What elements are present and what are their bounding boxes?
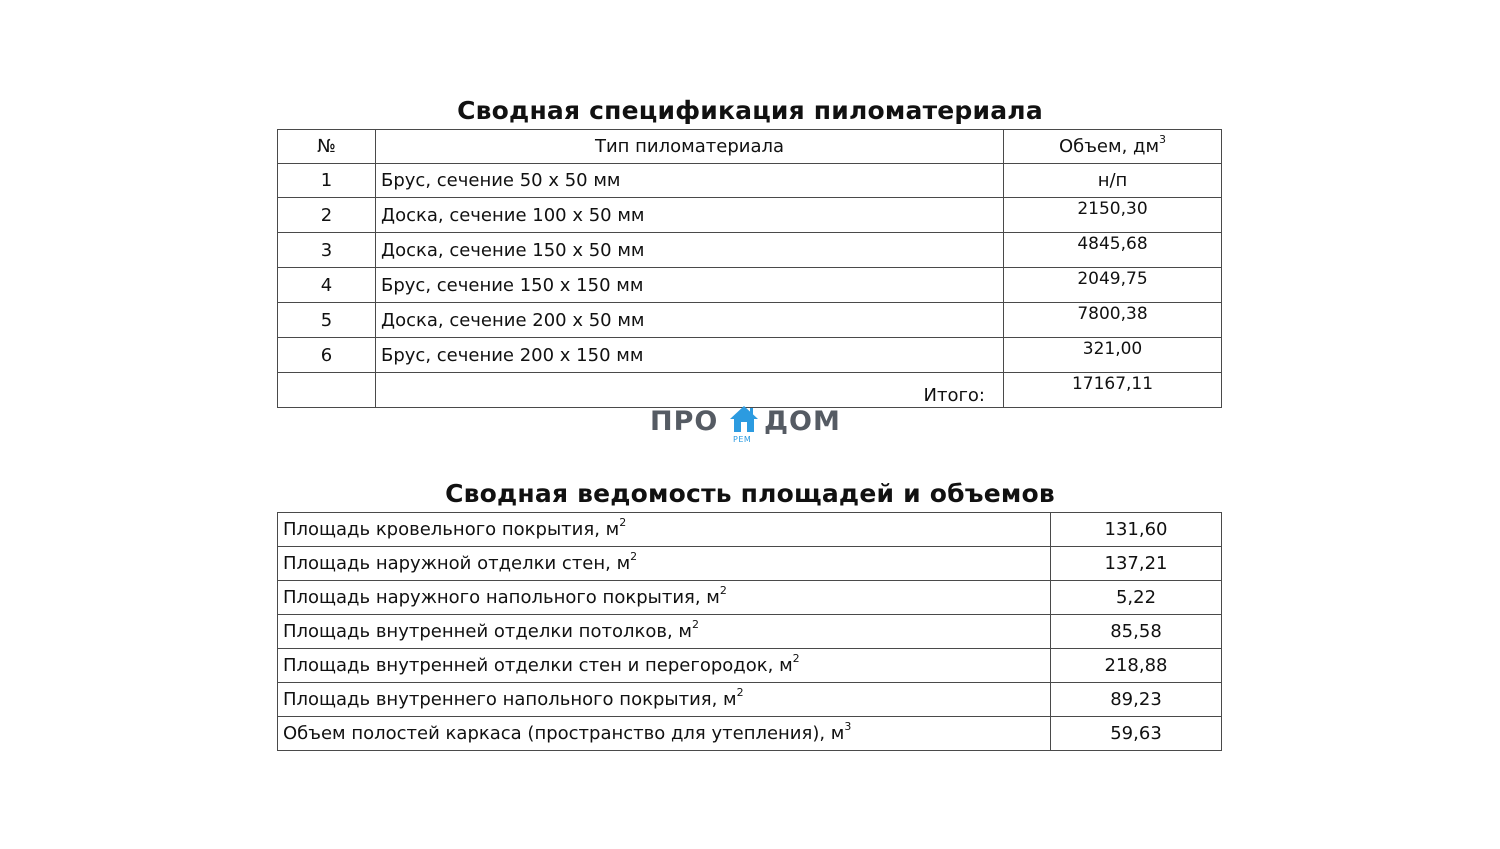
row-label-text: Площадь внутренней отделки стен и перегородок, м — [283, 655, 793, 676]
total-label: Итого: — [376, 373, 1004, 408]
row-value: 218,88 — [1051, 649, 1222, 683]
row-unit-power: 2 — [792, 652, 800, 665]
table-row — [278, 581, 1222, 615]
row-label-text: Площадь внутренней отделки потолков, м — [283, 621, 692, 642]
areas-title: Сводная ведомость площадей и объемов — [445, 479, 1055, 508]
table-row — [278, 615, 1222, 649]
row-label — [278, 581, 1051, 615]
row-value: 89,23 — [1051, 683, 1222, 717]
total-value: 17167,11 — [1004, 373, 1222, 408]
row-label — [278, 683, 1051, 717]
row-volume: 4845,68 — [1004, 233, 1222, 268]
row-label-text: Площадь наружного напольного покрытия, м — [283, 587, 720, 608]
row-label-text: Площадь внутреннего напольного покрытия, м — [283, 689, 737, 710]
row-type: Доска, сечение 100 х 50 мм — [376, 198, 1004, 233]
table-row — [278, 547, 1222, 581]
row-value: 85,58 — [1051, 615, 1222, 649]
row-label-text: Объем полостей каркаса (пространство для утепления), м — [283, 723, 845, 744]
row-label — [278, 513, 1051, 547]
header-num: № — [278, 130, 376, 164]
row-unit-power: 2 — [630, 550, 638, 563]
total-row — [278, 373, 1222, 408]
row-type: Доска, сечение 200 х 50 мм — [376, 303, 1004, 338]
header-volume — [1004, 130, 1222, 164]
row-num: 4 — [278, 268, 376, 303]
row-volume: 7800,38 — [1004, 303, 1222, 338]
row-unit-power: 3 — [844, 720, 852, 733]
lumber-spec-table — [277, 129, 1222, 408]
table-row — [278, 198, 1222, 233]
row-volume: 2150,30 — [1004, 198, 1222, 233]
table-row — [278, 303, 1222, 338]
table-row — [278, 683, 1222, 717]
row-num: 5 — [278, 303, 376, 338]
row-num: 1 — [278, 164, 376, 198]
row-label-text: Площадь наружной отделки стен, м — [283, 553, 631, 574]
table-row — [278, 233, 1222, 268]
table-row — [278, 338, 1222, 373]
row-label — [278, 547, 1051, 581]
row-label — [278, 717, 1051, 751]
row-value: 131,60 — [1051, 513, 1222, 547]
header-volume-unit-power: 3 — [1159, 133, 1167, 146]
house-icon — [728, 404, 760, 434]
row-label — [278, 649, 1051, 683]
table-row — [278, 717, 1222, 751]
row-label-text: Площадь кровельного покрытия, м — [283, 519, 620, 540]
spec-title: Сводная спецификация пиломатериала — [457, 96, 1043, 125]
logo-word-left: ПРО — [650, 406, 719, 437]
row-volume: 321,00 — [1004, 338, 1222, 373]
row-value: 5,22 — [1051, 581, 1222, 615]
logo-word-right: ДОМ — [764, 406, 841, 437]
row-label — [278, 615, 1051, 649]
row-value: 59,63 — [1051, 717, 1222, 751]
row-volume: н/п — [1004, 164, 1222, 198]
table-header-row — [278, 130, 1222, 164]
row-unit-power: 2 — [719, 584, 727, 597]
header-volume-text: Объем, дм — [1058, 136, 1160, 157]
row-value: 137,21 — [1051, 547, 1222, 581]
row-volume: 2049,75 — [1004, 268, 1222, 303]
header-type: Тип пиломатериала — [376, 130, 1004, 164]
table-row — [278, 649, 1222, 683]
row-type: Брус, сечение 200 х 150 мм — [376, 338, 1004, 373]
areas-volumes-table — [277, 512, 1222, 751]
logo-small-text: РЕМ — [733, 435, 752, 444]
row-num: 6 — [278, 338, 376, 373]
total-empty-cell — [278, 373, 376, 408]
row-unit-power: 2 — [736, 686, 744, 699]
row-type: Доска, сечение 150 х 50 мм — [376, 233, 1004, 268]
row-type: Брус, сечение 150 х 150 мм — [376, 268, 1004, 303]
row-unit-power: 2 — [691, 618, 699, 631]
row-num: 2 — [278, 198, 376, 233]
row-type: Брус, сечение 50 х 50 мм — [376, 164, 1004, 198]
prodom-logo — [648, 404, 852, 446]
table-row — [278, 164, 1222, 198]
table-row — [278, 513, 1222, 547]
table-row — [278, 268, 1222, 303]
row-num: 3 — [278, 233, 376, 268]
row-unit-power: 2 — [619, 516, 627, 529]
